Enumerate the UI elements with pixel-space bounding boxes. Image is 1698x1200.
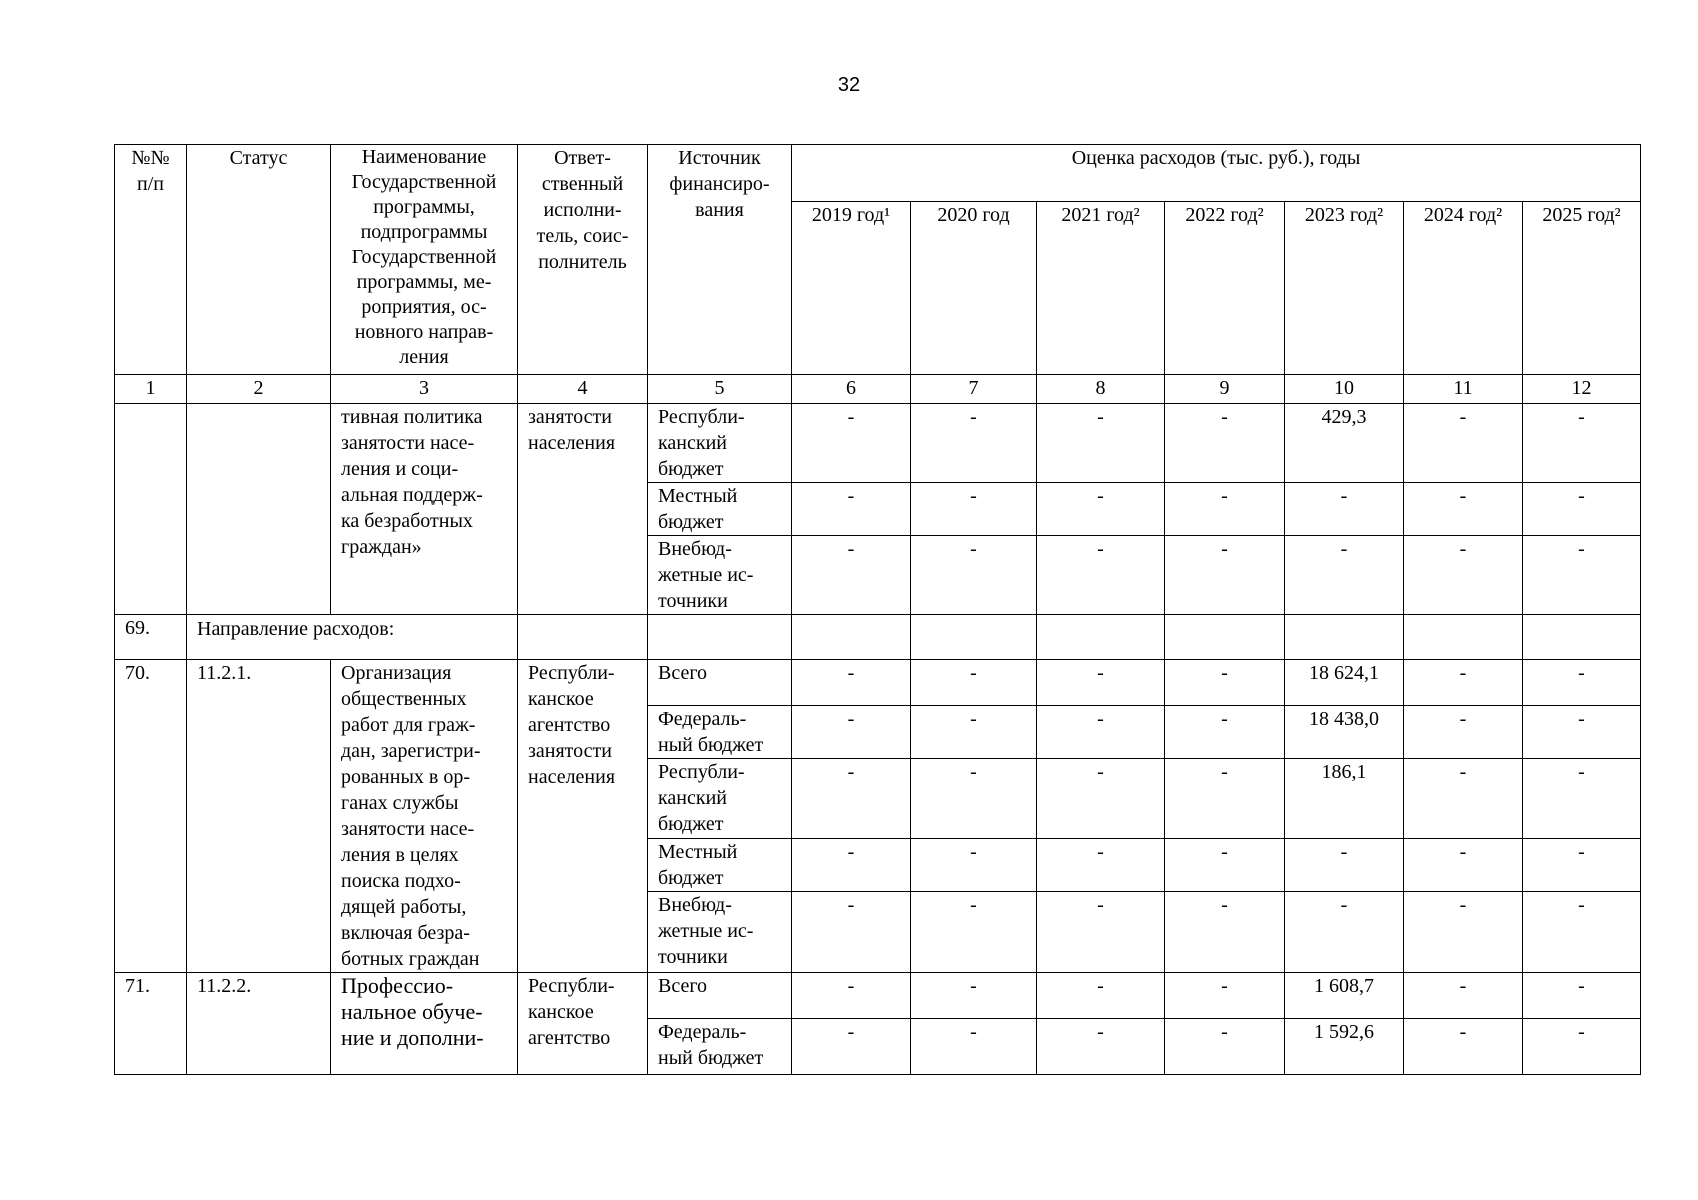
row-status-cell: 11.2.2.: [187, 973, 331, 1075]
value-cell: -: [1523, 536, 1641, 615]
value-cell: -: [1037, 838, 1165, 891]
empty-cell: [911, 615, 1037, 660]
value-cell: -: [1165, 1019, 1285, 1075]
empty-cell: [648, 615, 792, 660]
value-cell: -: [911, 536, 1037, 615]
value-cell: -: [1523, 706, 1641, 759]
header-name: Наименование Государственной программы, подпрограммы Государственной программы, ме- роприятия, ос- новного направ- ления: [331, 145, 518, 375]
value-cell: -: [911, 838, 1037, 891]
table-row: [115, 973, 1641, 1019]
value-cell: 429,3: [1285, 404, 1404, 483]
value-cell: -: [792, 404, 911, 483]
header-year: 2020 год: [911, 202, 1037, 375]
empty-cell: [1037, 615, 1165, 660]
value-cell: 18 624,1: [1285, 660, 1404, 706]
value-cell: -: [792, 706, 911, 759]
value-cell: -: [1404, 838, 1523, 891]
header-year: 2025 год²: [1523, 202, 1641, 375]
value-cell: -: [1404, 759, 1523, 838]
value-cell: -: [1037, 759, 1165, 838]
value-cell: -: [1037, 706, 1165, 759]
value-cell: -: [1523, 404, 1641, 483]
empty-cell: [1404, 615, 1523, 660]
column-number: 10: [1285, 375, 1404, 404]
value-cell: -: [1404, 1019, 1523, 1075]
value-cell: -: [1165, 759, 1285, 838]
column-number: 3: [331, 375, 518, 404]
value-cell: -: [1404, 536, 1523, 615]
value-cell: 1 592,6: [1285, 1019, 1404, 1075]
source-cell: Республи- канский бюджет: [648, 404, 792, 483]
value-cell: -: [911, 973, 1037, 1019]
column-number: 1: [115, 375, 187, 404]
section-heading: Направление расходов:: [187, 615, 518, 660]
value-cell: -: [1404, 483, 1523, 536]
row-name-cell: тивная политика занятости насе- ления и соци- альная поддерж- ка безработных граждан»: [331, 404, 518, 615]
value-cell: -: [911, 759, 1037, 838]
value-cell: -: [1037, 891, 1165, 972]
empty-cell: [1523, 615, 1641, 660]
value-cell: -: [1523, 838, 1641, 891]
column-number-row: [115, 375, 1641, 404]
value-cell: -: [911, 1019, 1037, 1075]
header-year: 2022 год²: [1165, 202, 1285, 375]
column-number: 8: [1037, 375, 1165, 404]
empty-cell: [518, 615, 648, 660]
row-responsible-cell: Республи- канское агентство занятости населения: [518, 660, 648, 973]
column-number: 12: [1523, 375, 1641, 404]
value-cell: -: [911, 404, 1037, 483]
header-year: 2019 год¹: [792, 202, 911, 375]
value-cell: -: [1037, 660, 1165, 706]
column-number: 4: [518, 375, 648, 404]
value-cell: -: [911, 660, 1037, 706]
row-responsible-cell: Республи- канское агентство: [518, 973, 648, 1075]
header-costs: Оценка расходов (тыс. руб.), годы: [792, 145, 1641, 202]
source-cell: Местный бюджет: [648, 838, 792, 891]
value-cell: -: [1285, 536, 1404, 615]
value-cell: -: [1037, 404, 1165, 483]
value-cell: -: [1285, 838, 1404, 891]
value-cell: -: [911, 891, 1037, 972]
value-cell: 18 438,0: [1285, 706, 1404, 759]
header-responsible: Ответ- ственный исполни- тель, соис- полнитель: [518, 145, 648, 375]
row-num-cell: 71.: [115, 973, 187, 1075]
value-cell: -: [1285, 891, 1404, 972]
value-cell: -: [1165, 536, 1285, 615]
column-number: 7: [911, 375, 1037, 404]
value-cell: -: [1165, 891, 1285, 972]
empty-cell: [792, 615, 911, 660]
value-cell: -: [792, 838, 911, 891]
value-cell: -: [1523, 891, 1641, 972]
header-status: Статус: [187, 145, 331, 375]
value-cell: -: [1404, 660, 1523, 706]
value-cell: -: [1165, 483, 1285, 536]
empty-cell: [1165, 615, 1285, 660]
header-year: 2023 год²: [1285, 202, 1404, 375]
value-cell: 1 608,7: [1285, 973, 1404, 1019]
table-row: [115, 660, 1641, 706]
value-cell: -: [1404, 973, 1523, 1019]
value-cell: -: [911, 483, 1037, 536]
source-cell: Федераль- ный бюджет: [648, 706, 792, 759]
page-number: 32: [837, 74, 861, 96]
column-number: 9: [1165, 375, 1285, 404]
header-year: 2021 год²: [1037, 202, 1165, 375]
header-row-1: [115, 145, 1641, 202]
value-cell: -: [1523, 973, 1641, 1019]
value-cell: -: [1037, 483, 1165, 536]
row-num-cell: 69.: [115, 615, 187, 660]
row-status-cell: 11.2.1.: [187, 660, 331, 973]
value-cell: -: [1165, 973, 1285, 1019]
table-row: [115, 615, 1641, 660]
column-number: 6: [792, 375, 911, 404]
value-cell: -: [1404, 706, 1523, 759]
value-cell: -: [1523, 759, 1641, 838]
value-cell: -: [1037, 536, 1165, 615]
value-cell: -: [792, 1019, 911, 1075]
row-name-cell: Профессио- нальное обуче- ние и дополни-: [331, 973, 518, 1075]
column-number: 11: [1404, 375, 1523, 404]
value-cell: -: [1165, 838, 1285, 891]
header-source: Источник финансиро- вания: [648, 145, 792, 375]
source-cell: Республи- канский бюджет: [648, 759, 792, 838]
value-cell: -: [1523, 483, 1641, 536]
source-cell: Всего: [648, 973, 792, 1019]
value-cell: -: [1523, 1019, 1641, 1075]
value-cell: -: [792, 759, 911, 838]
row-responsible-cell: занятости населения: [518, 404, 648, 615]
column-number: 2: [187, 375, 331, 404]
value-cell: -: [792, 891, 911, 972]
value-cell: -: [1165, 706, 1285, 759]
header-year: 2024 год²: [1404, 202, 1523, 375]
value-cell: -: [792, 660, 911, 706]
table-row: [115, 404, 1641, 483]
value-cell: -: [911, 706, 1037, 759]
source-cell: Внебюд- жетные ис- точники: [648, 891, 792, 972]
value-cell: -: [792, 536, 911, 615]
value-cell: -: [1165, 404, 1285, 483]
value-cell: 186,1: [1285, 759, 1404, 838]
row-num-cell: 70.: [115, 660, 187, 973]
source-cell: Местный бюджет: [648, 483, 792, 536]
expenditure-table: [114, 144, 1641, 1075]
header-num: №№ п/п: [115, 145, 187, 375]
row-name-cell: Организация общественных работ для граж- дан, зарегистри- рованных в ор- ганах службы занятости насе- ления в целях поиска подхо- дящей работы, включая безра- ботных граждан: [331, 660, 518, 973]
value-cell: -: [1285, 483, 1404, 536]
value-cell: -: [1404, 891, 1523, 972]
value-cell: -: [1165, 660, 1285, 706]
value-cell: -: [1404, 404, 1523, 483]
column-number: 5: [648, 375, 792, 404]
value-cell: -: [792, 483, 911, 536]
source-cell: Внебюд- жетные ис- точники: [648, 536, 792, 615]
value-cell: -: [1037, 1019, 1165, 1075]
value-cell: -: [792, 973, 911, 1019]
source-cell: Всего: [648, 660, 792, 706]
row-num-cell: [115, 404, 187, 615]
source-cell: Федераль- ный бюджет: [648, 1019, 792, 1075]
empty-cell: [1285, 615, 1404, 660]
row-status-cell: [187, 404, 331, 615]
value-cell: -: [1523, 660, 1641, 706]
value-cell: -: [1037, 973, 1165, 1019]
